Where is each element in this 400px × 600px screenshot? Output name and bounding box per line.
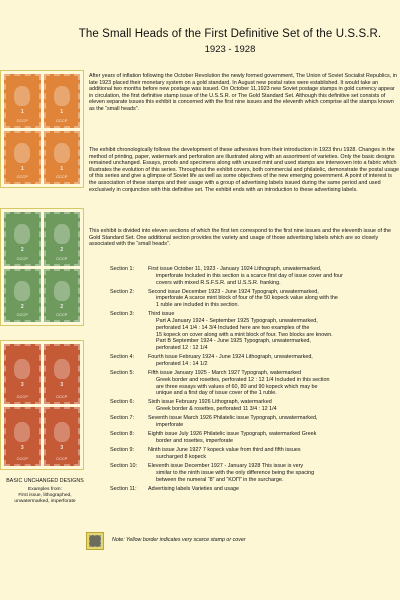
page-title: The Small Heads of the First Definitive Set of the U.S.S.R. [78, 28, 382, 40]
section-item: Section 5: Fifth issue January 1925 - March 1927 Typograph, watermarked Greek border and rosettes, perforated 12 : 12 1/4 Included in this section are three essays with values of 60, 80 and 90 kopeck which may be unique and a first day of issue cover of the 1 ruble. [110, 370, 330, 397]
stamp: 1 CCCP [44, 74, 81, 128]
note: Note: Yellow border indicates very scarce stamp or cover [112, 537, 246, 543]
stamp: 3 CCCP [44, 344, 81, 404]
intro-paragraph-1: After years of inflation following the October Revolution the newly formed government, The Union of Soviet Socialist Republics, in late 1923 placed their monetary system on a gold standard. In August new postal rates were established. It would take an additional two months before new postage was issued. On October 11,1923 new Soviet postage stamps in gold currency appear in circulation, the first definitive stamp issue of the U.S.S.R. or The Gold Standard Set. Although this definitive set consists of eleven separate issues this exhibit is concerned with the first nine issues and the eleventh which comprise all the stamps known as the “small heads”. [89, 73, 397, 112]
stamp-block-red [0, 340, 84, 470]
intro-paragraph-3: This exhibit is divided into eleven sections of which the first ten correspond to the first nine issues and the eleventh issue of the Gold Standard Set. One additional section provides the variety and usage of those advertising labels which are so closely associated with the “small heads”. [89, 228, 392, 248]
section-item: Section 2: Second issue December 1923 - June 1924 Typograph, unwatermarked, imperforate A scarce mint block of four of the 50 kopeck value along with the 1 ruble are included in this section. [110, 288, 338, 309]
stamp: 2 CCCP [44, 269, 81, 323]
stamp: 1 CCCP [4, 74, 41, 128]
intro-paragraph-2: The exhibit chronologically follows the development of these adhesives from their introduction in 1923 thru 1928. Changes in the method of printing, paper, watermark and perforation are illustrated along with an assortment of varieties. Only the basic designs remained unchanged. Essays, proofs and specimens along with unused mint and used stamps are interwoven into a fabric which illustrates the evolution of this series. Throughout the exhibit covers, both commercial and philatelic, demonstrate the postal usage of this series and give a glimpse of Soviet life as well as some objectives of the new emerging government. A point of interest is the association of these stamps and their usage with a group of advertising labels issued during the same period and used exclusively in conjunction with this definitive set. The exhibit ends with an introduction to these advertising labels. [89, 147, 400, 193]
scarce-stamp-example [86, 532, 104, 550]
section-item: Section 6: Sixth issue February 1926 Lithograph, watermarked Greek border & rosettes, perforated 11 3/4 : 12 1/4 [110, 399, 277, 413]
stamp: 3 CCCP [4, 407, 41, 467]
stamp-block-green [0, 208, 84, 326]
stamp: 3 CCCP [4, 344, 41, 404]
page-years: 1923 - 1928 [204, 44, 256, 55]
caption: Examples from: First issue, lithographed, unwatermarked, imperforate [14, 487, 76, 505]
stamp: 1 CCCP [44, 131, 81, 185]
section-list [110, 266, 400, 495]
stamp: 3 CCCP [44, 407, 81, 467]
section-item: Section 11: Advertising labels Varieties and usage [110, 485, 239, 492]
section-item: Section 8: Eighth issue July 1926 Philatelic issue Typograph, watermarked Greek border and rosettes, imperforate [110, 431, 317, 444]
section-item: Section 10: Eleventh issue December 1927 - January 1928 This issue is very similar to the ninth issue with the only difference being the spacing between the numeral “8” and “KOП” in the surcharge. [110, 463, 315, 483]
stamp: 2 CCCP [44, 212, 81, 266]
section-item: Section 3: Third issue Part A January 1924 - September 1925 Typograph, unwatermarked, perforated 14 1/4 : 14 3/4 Included here are two examples of the 15 kopeck on cover along with a mint block of four. Two blocks are known. Part B September 1924 - June 1925 Typograph, unwatermarked, perforated 12 : 12 1/4 [110, 311, 333, 352]
section-item: Section 1: First issue October 11, 1923 - January 1924 Lithograph, unwatermarked, imperforate Included in this section is a scarce first day of issue cover and four covers with mixed R.S.F.S.R. and U.S.S.R. franking. [110, 266, 343, 286]
section-item: Section 4: Fourth issue February 1924 - June 1924 Lithograph, unwatermarked, perforated 14 : 14 1/2 [110, 354, 313, 367]
caption-heading: BASIC UNCHANGED DESIGNS [6, 478, 84, 484]
stamp: 1 CCCP [4, 131, 41, 185]
stamp: 2 CCCP [4, 269, 41, 323]
section-item: Section 7: Seventh issue March 1926 Philatelic issue Typograph, unwatermarked, imperforate [110, 415, 318, 429]
stamp: 2 CCCP [4, 212, 41, 266]
stamp-block-orange [0, 70, 84, 188]
section-item: Section 9: Ninth issue June 1927 7 kopeck value from third and fifth issues surcharged 8 kopeck [110, 447, 301, 460]
